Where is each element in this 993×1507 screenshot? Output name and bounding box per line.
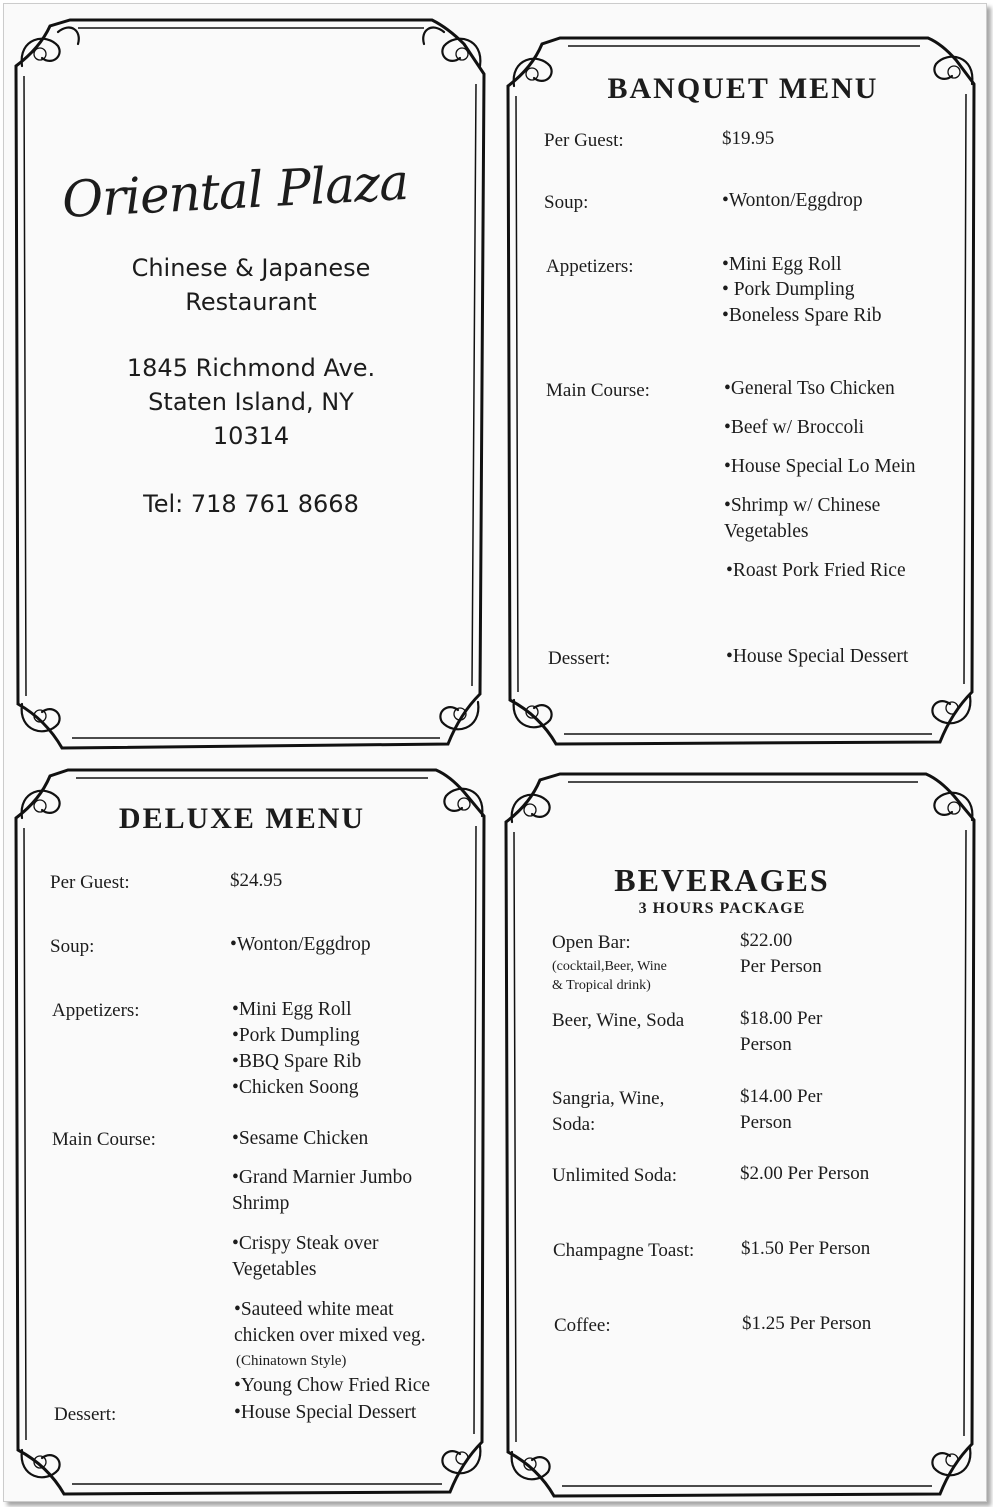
- banquet-menu-panel: [504, 32, 982, 748]
- deluxe-per-guest-label: Per Guest:: [50, 872, 130, 893]
- deluxe-soup-label: Soup:: [50, 936, 95, 957]
- banquet-main-label: Main Course:: [546, 380, 650, 401]
- restaurant-name: Oriental Plaza: [60, 152, 410, 230]
- beverage-price: $22.00: [740, 930, 793, 951]
- restaurant-subtitle-line2: Restaurant: [185, 288, 317, 316]
- beverage-price: Person: [740, 1112, 792, 1133]
- banquet-appetizer-item: •Boneless Spare Rib: [722, 305, 882, 326]
- banquet-main-item: •General Tso Chicken: [724, 378, 895, 399]
- address-zip: 10314: [212, 422, 290, 450]
- deluxe-main-item: (Chinatown Style): [236, 1353, 347, 1369]
- beverage-name: Open Bar:: [552, 932, 631, 953]
- address-street: 1845 Richmond Ave.: [126, 354, 376, 382]
- deluxe-main-item: •Sesame Chicken: [232, 1128, 369, 1149]
- deluxe-appetizer-item: •Mini Egg Roll: [232, 999, 352, 1020]
- deluxe-main-label: Main Course:: [52, 1129, 156, 1150]
- beverage-name: Sangria, Wine,: [552, 1088, 665, 1109]
- banquet-main-item: Vegetables: [724, 521, 809, 542]
- beverage-price: $14.00 Per: [740, 1086, 823, 1107]
- deluxe-main-item: Shrimp: [232, 1193, 290, 1214]
- beverage-price: Person: [740, 1034, 792, 1055]
- beverages-title: BEVERAGES: [614, 862, 830, 898]
- banquet-dessert-label: Dessert:: [548, 648, 611, 669]
- phone-number: Tel: 718 761 8668: [143, 490, 359, 518]
- beverage-name: Champagne Toast:: [553, 1240, 695, 1261]
- deluxe-per-guest-price: $24.95: [230, 870, 283, 891]
- deluxe-appetizer-item: •Pork Dumpling: [232, 1025, 360, 1046]
- restaurant-subtitle-line1: Chinese & Japanese: [131, 254, 371, 282]
- banquet-soup-label: Soup:: [544, 192, 589, 213]
- beverage-price: $1.50 Per Person: [741, 1238, 871, 1259]
- address-city: Staten Island, NY: [148, 388, 354, 416]
- beverage-price: $2.00 Per Person: [740, 1163, 870, 1184]
- deluxe-appetizer-item: •Chicken Soong: [232, 1077, 359, 1098]
- menu-sheet: [3, 3, 987, 1502]
- deluxe-dessert-label: Dessert:: [54, 1404, 117, 1425]
- deluxe-dessert-item: •House Special Dessert: [234, 1402, 417, 1423]
- banquet-appetizer-item: • Pork Dumpling: [722, 279, 855, 300]
- beverage-price: Per Person: [740, 956, 822, 977]
- beverage-price: $18.00 Per: [740, 1008, 823, 1029]
- banquet-soup-item: •Wonton/Eggdrop: [722, 190, 863, 211]
- banquet-appetizers-label: Appetizers:: [546, 256, 634, 277]
- beverage-note: (cocktail,Beer, Wine: [552, 959, 667, 974]
- beverages-subtitle: 3 HOURS PACKAGE: [638, 900, 806, 917]
- banquet-main-item: •Shrimp w/ Chinese: [724, 495, 881, 516]
- banquet-menu-title: BANQUET MENU: [607, 72, 879, 105]
- banquet-main-item: •Roast Pork Fried Rice: [726, 560, 906, 581]
- beverage-name: Soda:: [552, 1114, 596, 1135]
- deluxe-main-item: •Sauteed white meat: [234, 1299, 394, 1320]
- beverages-panel: [502, 768, 982, 1500]
- banquet-per-guest-price: $19.95: [722, 128, 775, 149]
- deluxe-main-item: •Young Chow Fried Rice: [234, 1375, 431, 1396]
- restaurant-info-panel: [12, 14, 490, 754]
- beverage-name: Coffee:: [554, 1315, 611, 1336]
- beverage-price: $1.25 Per Person: [742, 1313, 872, 1334]
- beverage-name: Beer, Wine, Soda: [552, 1010, 685, 1031]
- deluxe-appetizers-label: Appetizers:: [52, 1000, 140, 1021]
- deluxe-main-item: chicken over mixed veg.: [234, 1325, 426, 1346]
- ornamental-frame: [12, 14, 490, 754]
- deluxe-main-item: •Crispy Steak over: [232, 1233, 379, 1254]
- banquet-main-item: •House Special Lo Mein: [724, 456, 916, 477]
- deluxe-appetizer-item: •BBQ Spare Rib: [232, 1051, 362, 1072]
- banquet-appetizer-item: •Mini Egg Roll: [722, 254, 842, 275]
- deluxe-main-item: •Grand Marnier Jumbo: [232, 1167, 413, 1188]
- deluxe-soup-item: •Wonton/Eggdrop: [230, 934, 371, 955]
- banquet-main-item: •Beef w/ Broccoli: [724, 417, 865, 438]
- deluxe-menu-title: DELUXE MENU: [118, 802, 366, 835]
- banquet-dessert-item: •House Special Dessert: [726, 646, 909, 667]
- beverage-note: & Tropical drink): [552, 978, 651, 993]
- banquet-per-guest-label: Per Guest:: [544, 130, 624, 151]
- deluxe-menu-panel: [12, 764, 492, 1498]
- beverage-name: Unlimited Soda:: [552, 1165, 678, 1186]
- deluxe-main-item: Vegetables: [232, 1259, 317, 1280]
